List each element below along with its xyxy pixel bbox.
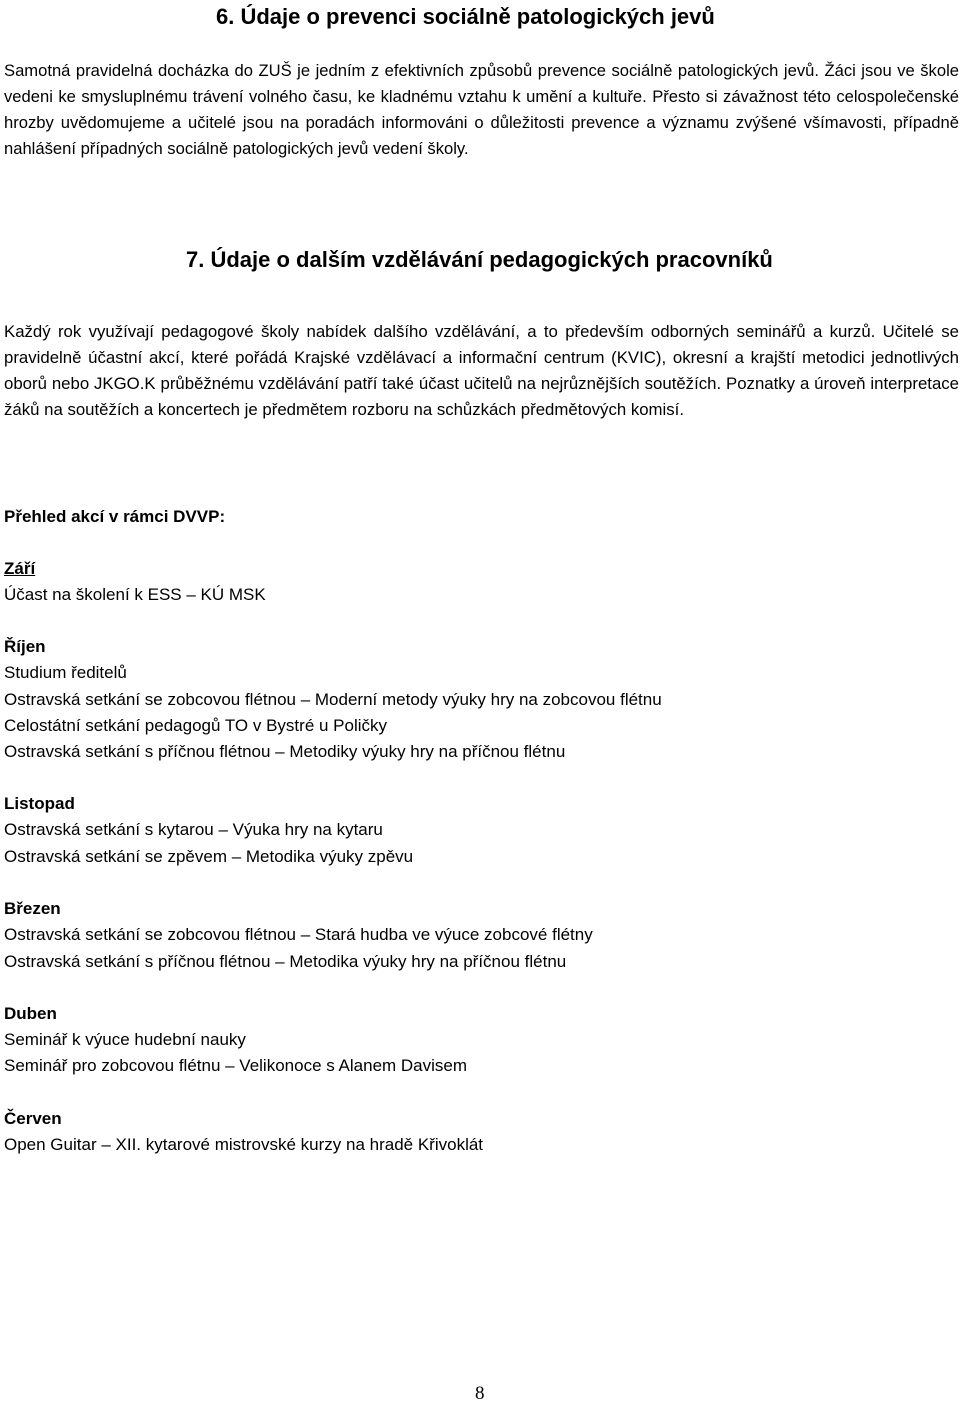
month-heading-duben: Duben [4,1004,57,1023]
month-heading-rijen: Říjen [4,637,46,656]
document-page [4,0,959,1406]
list-item: Open Guitar – XII. kytarové mistrovské kurzy na hradě Křivoklát [4,1135,484,1154]
section7-paragraph: Každý rok využívají pedagogové školy nabídek dalšího vzdělávání, a to především odborných seminářů a kurzů. Učitelé se pravidelně účastní akcí, které pořádá Krajské vzdělávací a informační centrum (KVIC), okresní a krajští metodici jednotlivých oborů nebo JKGO.K průběžnému vzdělávání patří také účast učitelů na nejrůznějších soutěžích. Poznatky a úroveň interpretace žáků na soutěžích a koncertech je předmětem rozboru na schůzkách předmětových komisí. [4,322,959,419]
section6-paragraph: Samotná pravidelná docházka do ZUŠ je jedním z efektivních způsobů prevence sociálně patologických jevů. Žáci jsou ve škole vedeni ke smysluplnému trávení volného času, ke kladnému vztahu k umění a kultuře. Přesto si závažnost této celospolečenské hrozby uvědomujeme a učitelé jsou na poradách informováni o důležitosti prevence a významu zvýšené všímavosti, případně nahlášení případných sociálně patologických jevů vedení školy. [4,61,959,158]
month-heading-zari: Září [4,559,36,578]
list-item: Ostravská setkání s kytarou – Výuka hry na kytaru [4,820,383,839]
month-heading-brezen: Březen [4,899,61,918]
page-number: 8 [475,1383,485,1404]
section6-heading: 6. Údaje o prevenci sociálně patologických jevů [216,4,715,29]
list-item: Ostravská setkání s příčnou flétnou – Metodiky výuky hry na příčnou flétnu [4,742,566,761]
list-item: Celostátní setkání pedagogů TO v Bystré u Poličky [4,716,388,735]
overview-title: Přehled akcí v rámci DVVP: [4,507,226,526]
list-item: Ostravská setkání se zpěvem – Metodika výuky zpěvu [4,847,414,866]
list-item: Účast na školení k ESS – KÚ MSK [4,585,266,604]
month-heading-listopad: Listopad [4,794,75,813]
section7-heading: 7. Údaje o dalším vzdělávání pedagogických pracovníků [186,247,773,272]
month-heading-cerven: Červen [4,1109,62,1128]
list-item: Ostravská setkání se zobcovou flétnou – Moderní metody výuky hry na zobcovou flétnu [4,690,662,709]
list-item: Ostravská setkání se zobcovou flétnou – Stará hudba ve výuce zobcové flétny [4,925,593,944]
list-item: Seminář pro zobcovou flétnu – Velikonoce s Alanem Davisem [4,1056,468,1075]
list-item: Ostravská setkání s příčnou flétnou – Metodika výuky hry na příčnou flétnu [4,952,567,971]
list-item: Seminář k výuce hudební nauky [4,1030,246,1049]
list-item: Studium ředitelů [4,663,127,682]
